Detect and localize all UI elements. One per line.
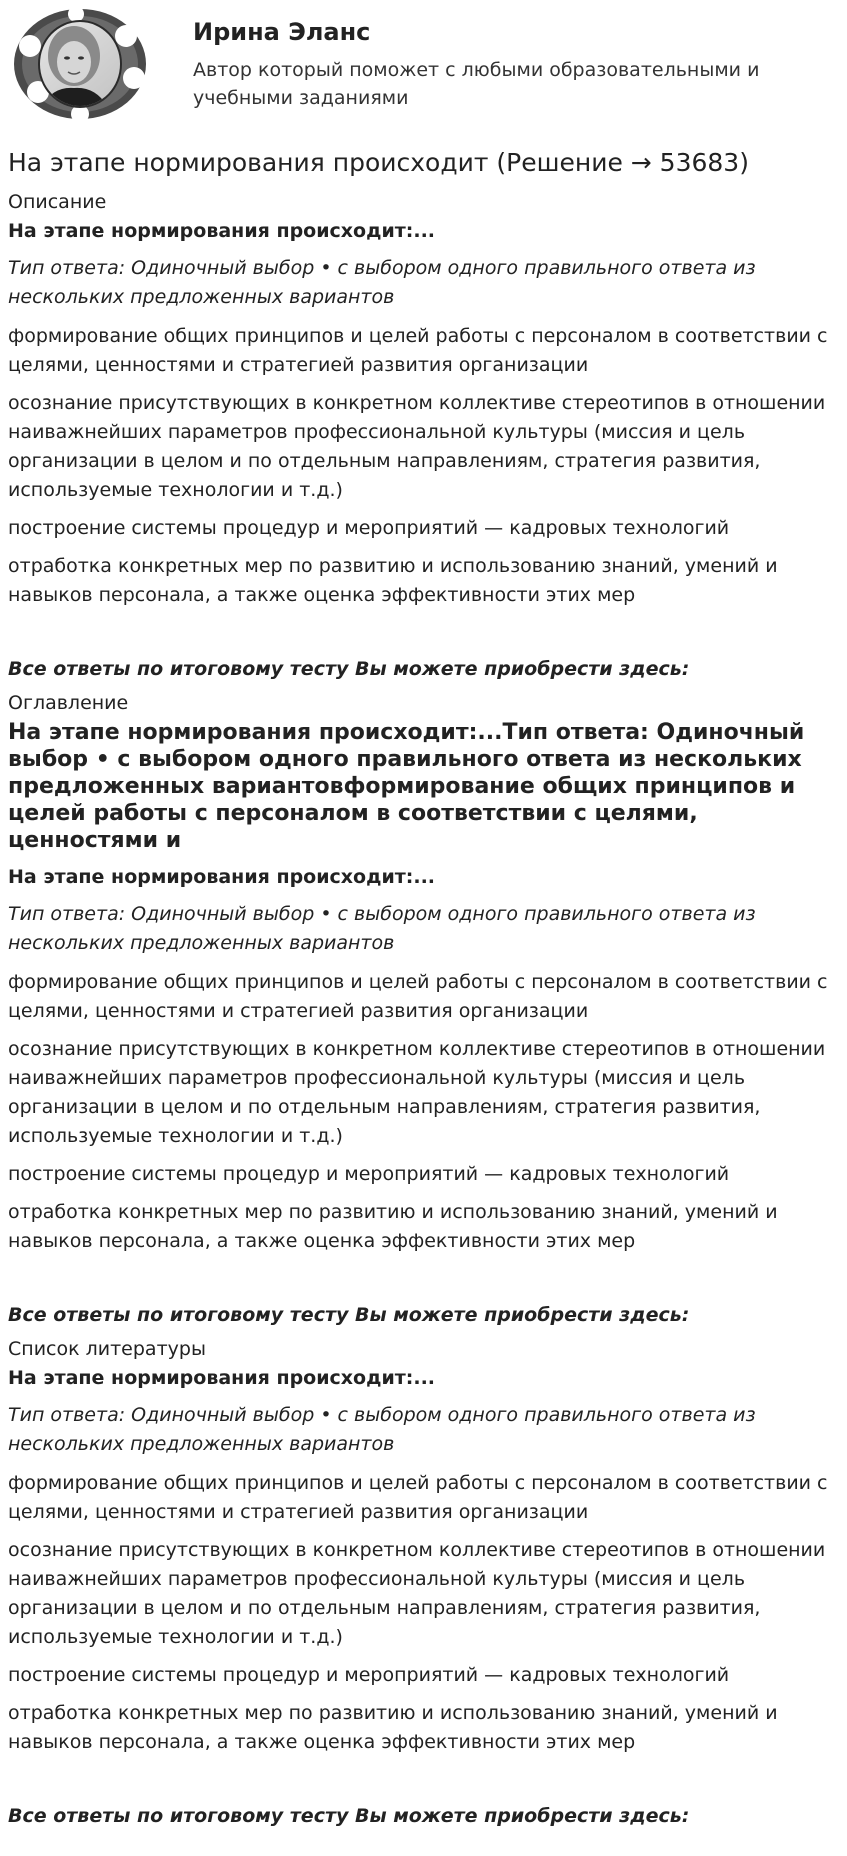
main-content <box>8 145 838 1837</box>
answer-option: отработка конкретных мер по развитию и использованию знаний, умений и навыков персонала, а также оценка эффективности этих мер <box>8 1702 778 1753</box>
author-description: Автор который поможет с любыми образовательными и учебными заданиями <box>193 59 760 109</box>
toc-heading: На этапе нормирования происходит:...Тип ответа: Одиночный выбор • с выбором одного правильного ответа из нескольких предложенных вариантовформирование общих принципов и целей работы с персоналом в соответствии с целями, ценностями и <box>8 720 805 853</box>
answer-option: осознание присутствующих в конкретном коллективе стереотипов в отношении наиважнейших параметров профессиональной культуры (миссия и цель организации в целом и по отдельным направлениям, стратегия развития, используемые технологии и т.д.) <box>8 1539 826 1648</box>
answer-option: формирование общих принципов и целей работы с персоналом в соответствии с целями, ценностями и стратегией развития организации <box>8 971 828 1022</box>
answer-type: Тип ответа: Одиночный выбор • с выбором одного правильного ответа из нескольких предложенных вариантов <box>8 257 756 308</box>
answer-option: отработка конкретных мер по развитию и использованию знаний, умений и навыков персонала, а также оценка эффективности этих мер <box>8 1201 778 1252</box>
film-reel-avatar-icon <box>8 6 153 126</box>
section-label: Описание <box>8 191 107 213</box>
question-heading: На этапе нормирования происходит:... <box>8 220 436 242</box>
answer-option: осознание присутствующих в конкретном коллективе стереотипов в отношении наиважнейших параметров профессиональной культуры (миссия и цель организации в целом и по отдельным направлениям, стратегия развития, используемые технологии и т.д.) <box>8 1038 826 1147</box>
buy-answers-note: Все ответы по итоговому тесту Вы можете приобрести здесь: <box>8 1805 690 1827</box>
answer-option: осознание присутствующих в конкретном коллективе стереотипов в отношении наиважнейших параметров профессиональной культуры (миссия и цель организации в целом и по отдельным направлениям, стратегия развития, используемые технологии и т.д.) <box>8 392 826 501</box>
author-card <box>8 6 838 126</box>
section-label: Список литературы <box>8 1338 206 1360</box>
answer-option: отработка конкретных мер по развитию и использованию знаний, умений и навыков персонала, а также оценка эффективности этих мер <box>8 555 778 606</box>
answer-type: Тип ответа: Одиночный выбор • с выбором одного правильного ответа из нескольких предложенных вариантов <box>8 903 756 954</box>
toc-section <box>8 690 838 1328</box>
section-label: Оглавление <box>8 692 129 714</box>
answer-type: Тип ответа: Одиночный выбор • с выбором одного правильного ответа из нескольких предложенных вариантов <box>8 1404 756 1455</box>
answer-option: формирование общих принципов и целей работы с персоналом в соответствии с целями, ценностями и стратегией развития организации <box>8 1472 828 1523</box>
bibliography-section <box>8 1336 838 1829</box>
answer-option: формирование общих принципов и целей работы с персоналом в соответствии с целями, ценностями и стратегией развития организации <box>8 325 828 376</box>
question-heading: На этапе нормирования происходит:... <box>8 1367 436 1389</box>
page-title: На этапе нормирования происходит (Решение → 53683) <box>8 148 749 177</box>
author-name: Ирина Эланс <box>193 18 371 46</box>
answer-option: построение системы процедур и мероприятий — кадровых технологий <box>8 1664 730 1686</box>
description-section <box>8 189 838 682</box>
buy-answers-note: Все ответы по итоговому тесту Вы можете приобрести здесь: <box>8 1304 690 1326</box>
question-heading: На этапе нормирования происходит:... <box>8 866 436 888</box>
buy-answers-note: Все ответы по итоговому тесту Вы можете приобрести здесь: <box>8 658 690 680</box>
answer-option: построение системы процедур и мероприятий — кадровых технологий <box>8 1163 730 1185</box>
answer-option: построение системы процедур и мероприятий — кадровых технологий <box>8 517 730 539</box>
